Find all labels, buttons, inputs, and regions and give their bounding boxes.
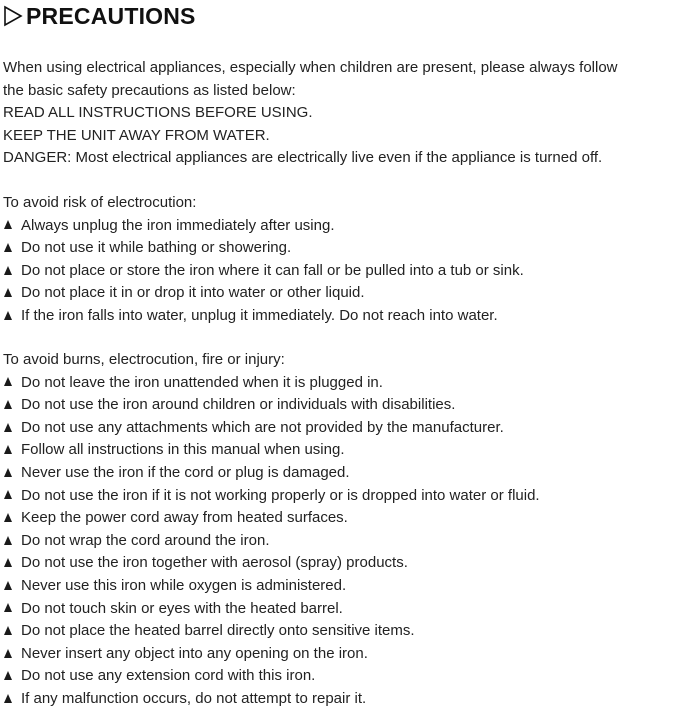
list-item: [3, 372, 675, 395]
intro-block: [3, 57, 675, 170]
list-item-text: Always unplug the iron immediately after using.: [21, 216, 335, 234]
triangle-up-filled-icon: [4, 513, 12, 522]
list-item: [3, 215, 675, 238]
triangle-up-filled-icon: [4, 288, 12, 297]
list-item: [3, 643, 675, 666]
list-item-text: Never insert any object into any opening on the iron.: [21, 644, 368, 662]
list-item-text: Do not use any attachments which are not provided by the manufacturer.: [21, 418, 504, 436]
bullet-list: [3, 372, 675, 711]
triangle-up-filled-icon: [4, 490, 12, 499]
list-item-text: Do not use the iron if it is not working properly or is dropped into water or fluid.: [21, 486, 540, 504]
list-item-text: Never use this iron while oxygen is administered.: [21, 576, 347, 594]
list-item: [3, 417, 675, 440]
intro-line: the basic safety precautions as listed below:: [3, 81, 296, 99]
list-item-text: Do not use it while bathing or showering.: [21, 239, 292, 257]
list-item-text: Do not leave the iron unattended when it is plugged in.: [21, 373, 383, 391]
triangle-up-filled-icon: [4, 603, 12, 612]
triangle-up-filled-icon: [4, 468, 12, 477]
list-item: [3, 620, 675, 643]
list-item: [3, 530, 675, 553]
list-item-text: Do not place it in or drop it into water or other liquid.: [21, 284, 365, 302]
list-item: [3, 462, 675, 485]
triangle-up-filled-icon: [4, 445, 12, 454]
triangle-up-filled-icon: [4, 220, 12, 229]
triangle-up-filled-icon: [4, 694, 12, 703]
list-item-text: Do not place the heated barrel directly onto sensitive items.: [21, 622, 415, 640]
triangle-up-filled-icon: [4, 311, 12, 320]
list-item: [3, 485, 675, 508]
list-item-text: If the iron falls into water, unplug it immediately. Do not reach into water.: [21, 306, 498, 324]
list-item-text: Do not use any extension cord with this iron.: [21, 667, 316, 685]
list-item-text: Do not use the iron together with aerosol (spray) products.: [21, 554, 408, 572]
list-item-text: Never use the iron if the cord or plug is damaged.: [21, 463, 350, 481]
list-item: [3, 552, 675, 575]
list-item-text: If any malfunction occurs, do not attempt to repair it.: [21, 689, 367, 707]
triangle-up-filled-icon: [4, 626, 12, 635]
intro-line: KEEP THE UNIT AWAY FROM WATER.: [3, 126, 270, 144]
intro-line: When using electrical appliances, especially when children are present, please always follow: [3, 59, 618, 76]
list-item-text: Do not wrap the cord around the iron.: [21, 531, 270, 549]
triangle-up-filled-icon: [4, 581, 12, 590]
triangle-up-filled-icon: [4, 423, 12, 432]
section-heading: To avoid risk of electrocution:: [3, 194, 197, 211]
triangle-up-filled-icon: [4, 243, 12, 252]
triangle-up-filled-icon: [4, 266, 12, 275]
triangle-up-filled-icon: [4, 400, 12, 409]
intro-line: READ ALL INSTRUCTIONS BEFORE USING.: [3, 104, 313, 122]
list-item-text: Do not touch skin or eyes with the heated barrel.: [21, 599, 343, 617]
triangle-right-outline-icon: [3, 5, 23, 27]
list-item: [3, 598, 675, 621]
triangle-up-filled-icon: [4, 536, 12, 545]
list-item: [3, 260, 675, 283]
list-item: [3, 688, 675, 711]
list-item: [3, 305, 675, 328]
intro-line: DANGER: Most electrical appliances are electrically live even if the appliance is turned off.: [3, 149, 603, 167]
section-heading: To avoid burns, electrocution, fire or injury:: [3, 351, 285, 368]
page-title: PRECAUTIONS: [26, 3, 196, 29]
list-item-text: Keep the power cord away from heated surfaces.: [21, 509, 348, 527]
burns-section: [3, 349, 675, 711]
list-item: [3, 439, 675, 462]
list-item: [3, 507, 675, 530]
bullet-list: [3, 215, 675, 328]
electrocution-section: [3, 192, 675, 328]
list-item: [3, 282, 675, 305]
list-item: [3, 665, 675, 688]
list-item: [3, 394, 675, 417]
list-item-text: Do not place or store the iron where it can fall or be pulled into a tub or sink.: [21, 261, 524, 279]
list-item: [3, 237, 675, 260]
list-item-text: Do not use the iron around children or individuals with disabilities.: [21, 396, 456, 414]
triangle-up-filled-icon: [4, 671, 12, 680]
triangle-up-filled-icon: [4, 649, 12, 658]
list-item-text: Follow all instructions in this manual when using.: [21, 441, 345, 459]
list-item: [3, 575, 675, 598]
triangle-up-filled-icon: [4, 377, 12, 386]
triangle-up-filled-icon: [4, 558, 12, 567]
title-row: [3, 2, 196, 30]
